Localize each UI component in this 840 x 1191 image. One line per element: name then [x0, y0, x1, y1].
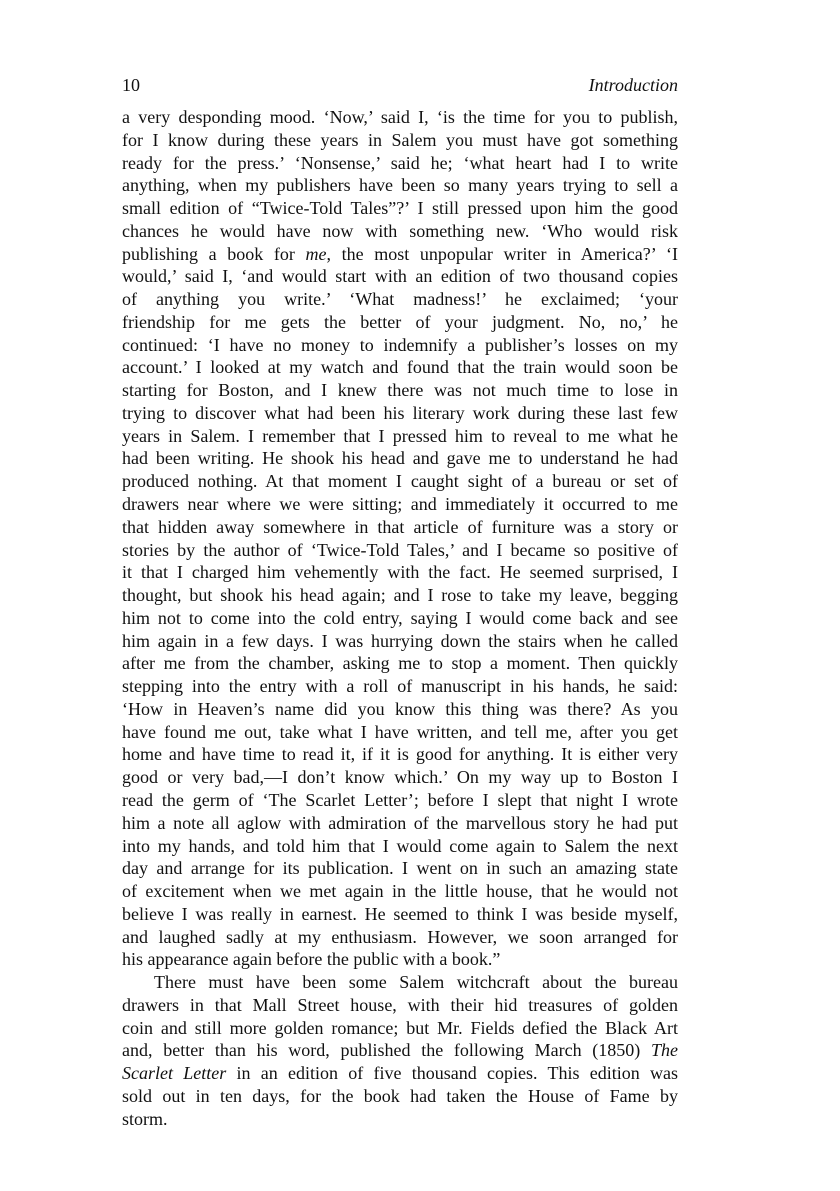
- text-line: [122, 994, 678, 1017]
- text-segment: a very desponding mood. ‘Now,’ said I, ‘is the time for you to publish,: [122, 107, 678, 127]
- text-segment: continued: ‘I have no money to indemnify a publisher’s losses on my: [122, 334, 678, 355]
- running-title: Introduction: [588, 75, 678, 95]
- text-segment: coin and still more golden romance; but Mr. Fields defied the Black Art: [122, 1017, 678, 1038]
- text-segment: produced nothing. At that moment I caught sight of a bureau or set of: [122, 471, 678, 492]
- text-segment: There must have been some Salem witchcraft about the bureau: [154, 972, 678, 993]
- italic-text: me: [305, 243, 327, 264]
- text-segment: and, better than his word, published the following March (1850): [122, 1040, 651, 1061]
- text-segment: him a note all aglow with admiration of the marvellous story he had put: [122, 812, 678, 833]
- text-segment: sold out in ten days, for the book had taken the House of Fame by: [122, 1085, 678, 1106]
- italic-text: Scarlet Letter: [122, 1063, 227, 1084]
- text-segment: him again in a few days. I was hurrying down the stairs when he called: [122, 630, 678, 651]
- text-line: [122, 607, 678, 630]
- text-segment: that hidden away somewhere in that article of furniture was a story or: [122, 516, 678, 537]
- text-segment: ‘How in Heaven’s name did you know this thing was there? As you: [122, 698, 678, 719]
- text-line: [122, 948, 678, 971]
- text-segment: for I know during these years in Salem you must have got something: [122, 129, 678, 150]
- text-line: [122, 903, 678, 926]
- text-segment: believe I was really in earnest. He seemed to think I was beside myself,: [122, 903, 678, 924]
- text-line: [122, 766, 678, 789]
- text-line: [122, 857, 678, 880]
- text-segment: had been writing. He shook his head and gave me to understand he had: [122, 448, 678, 469]
- text-segment: account.’ I looked at my watch and found that the train would soon be: [122, 357, 678, 378]
- text-segment: starting for Boston, and I knew there was not much time to lose in: [122, 380, 678, 401]
- text-line: [122, 356, 678, 379]
- text-segment: small edition of “Twice-Told Tales”?’ I still pressed upon him the good: [122, 198, 678, 219]
- text-segment: him not to come into the cold entry, saying I would come back and see: [122, 607, 678, 628]
- text-line: [122, 311, 678, 334]
- text-line: [122, 1085, 678, 1108]
- page-number: 10: [122, 75, 140, 95]
- text-segment: years in Salem. I remember that I pressed him to reveal to me what he: [122, 425, 678, 446]
- text-line: [122, 880, 678, 903]
- text-segment: home and have time to read it, if it is good for anything. It is either very: [122, 744, 678, 765]
- page-header: [122, 73, 678, 97]
- text-line: [122, 1017, 678, 1040]
- text-line: [122, 561, 678, 584]
- text-segment: ready for the press.’ ‘Nonsense,’ said he; ‘what heart had I to write: [122, 152, 678, 173]
- text-line: [122, 129, 678, 152]
- text-line: [122, 265, 678, 288]
- text-line: [122, 926, 678, 949]
- text-segment: of excitement when we met again in the little house, that he would not: [122, 881, 678, 902]
- text-segment: would,’ said I, ‘and would start with an edition of two thousand copies: [122, 266, 678, 287]
- text-line: [122, 1039, 678, 1062]
- text-line: [122, 584, 678, 607]
- text-line: [122, 516, 678, 539]
- text-segment: into my hands, and told him that I would come again to Salem the next: [122, 835, 678, 856]
- text-segment: anything, when my publishers have been so many years trying to sell a: [122, 175, 678, 196]
- text-line: [122, 812, 678, 835]
- text-line: [122, 243, 678, 266]
- text-line: [122, 493, 678, 516]
- text-segment: after me from the chamber, asking me to stop a moment. Then quickly: [122, 653, 678, 674]
- text-line: [122, 743, 678, 766]
- text-segment: read the germ of ‘The Scarlet Letter’; before I slept that night I wrote: [122, 789, 678, 810]
- text-segment: his appearance again before the public with a book.”: [122, 949, 501, 970]
- text-segment: have found me out, take what I have written, and tell me, after you get: [122, 721, 678, 742]
- text-segment: thought, but shook his head again; and I rose to take my leave, begging: [122, 585, 678, 606]
- text-line: [122, 197, 678, 220]
- text-segment: good or very bad,—I don’t know which.’ On my way up to Boston I: [122, 767, 678, 788]
- text-line: [122, 721, 678, 744]
- text-segment: trying to discover what had been his literary work during these last few: [122, 402, 678, 423]
- text-line: [122, 152, 678, 175]
- text-line: [122, 425, 678, 448]
- text-line: [122, 470, 678, 493]
- text-line: [122, 447, 678, 470]
- text-line: [122, 675, 678, 698]
- text-line: [122, 1108, 678, 1131]
- text-segment: in an edition of five thousand copies. This edition was: [226, 1063, 678, 1084]
- text-segment: of anything you write.’ ‘What madness!’ he exclaimed; ‘your: [122, 289, 678, 310]
- text-segment: day and arrange for its publication. I went on in such an amazing state: [122, 858, 678, 879]
- text-segment: and laughed sadly at my enthusiasm. However, we soon arranged for: [122, 926, 678, 947]
- text-line: [122, 402, 678, 425]
- text-line: [122, 220, 678, 243]
- text-line: [122, 835, 678, 858]
- text-segment: , the most unpopular writer in America?’ ‘I: [326, 243, 678, 264]
- text-line: [122, 971, 678, 994]
- italic-text: The: [651, 1040, 678, 1061]
- text-segment: drawers near where we were sitting; and immediately it occurred to me: [122, 494, 678, 515]
- text-line: [122, 698, 678, 721]
- body-text: [122, 106, 678, 1130]
- text-line: [122, 630, 678, 653]
- text-segment: chances he would have now with something new. ‘Who would risk: [122, 220, 678, 241]
- text-line: [122, 789, 678, 812]
- text-segment: it that I charged him vehemently with the fact. He seemed surprised, I: [122, 562, 678, 583]
- text-line: [122, 106, 678, 129]
- text-line: [122, 652, 678, 675]
- text-line: [122, 379, 678, 402]
- text-segment: storm.: [122, 1108, 168, 1129]
- text-segment: drawers in that Mall Street house, with their hid treasures of golden: [122, 994, 678, 1015]
- text-line: [122, 288, 678, 311]
- text-line: [122, 174, 678, 197]
- text-segment: publishing a book for: [122, 243, 306, 264]
- text-segment: friendship for me gets the better of your judgment. No, no,’ he: [122, 311, 678, 332]
- text-line: [122, 334, 678, 357]
- text-line: [122, 1062, 678, 1085]
- text-line: [122, 539, 678, 562]
- text-segment: stories by the author of ‘Twice-Told Tales,’ and I became so positive of: [122, 539, 678, 560]
- text-segment: stepping into the entry with a roll of manuscript in his hands, he said:: [122, 676, 678, 697]
